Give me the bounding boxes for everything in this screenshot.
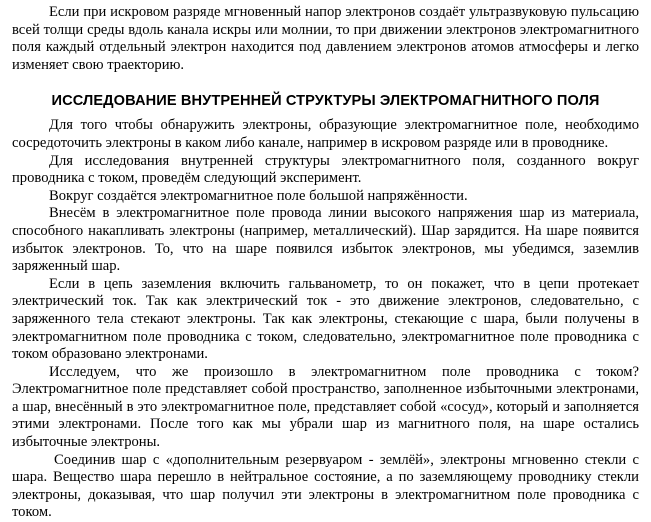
body-paragraph: Исследуем, что же произошло в электромагнитном поле проводника с током? Электромагнитное поле представляет собой пространство, заполненное избыточными электронами, а шар, внесённый в это электромагнитное поле, представляет собой «сосуд», который и заполняется этими электронами. После того как мы убрали шар из магнитного поля, на шаре остались избыточные электроны. [12,363,639,451]
section-title: ИССЛЕДОВАНИЕ ВНУТРЕННЕЙ СТРУКТУРЫ ЭЛЕКТРОМАГНИТНОГО ПОЛЯ [51,93,600,110]
body-paragraph: Внесём в электромагнитное поле провода линии высокого напряжения шар из материала, способного накапливать электроны (например, металлический). Шар зарядится. На шаре появится избыток электронов. То, что на шаре появился избыток электронов, мы убедимся, заземлив заряженный шар. [12,205,639,275]
body-paragraph: Для исследования внутренней структуры электромагнитного поля, созданного вокруг проводника с током, проведём следующий эксперимент. [12,152,639,187]
body-paragraph: Если в цепь заземления включить гальванометр, то он покажет, что в цепи протекает электрический ток. Так как электрический ток - это движение электронов, следовательно, с заряженного тела стекают электроны. Так как электроны, стекающие с шара, были получены в электромагнитном поле проводника с током, следовательно, электромагнитное поле проводника с током образовано электронами. [12,275,639,363]
intro-paragraph: Если при искровом разряде мгновенный напор электронов создаёт ультразвуковую пульсацию всей толщи среды вдоль канала искры или молнии, то при движении электронов электромагнитного поля каждый отдельный электрон находится под давлением электронов атомов атмосферы и легко изменяет свою траекторию. [12,4,639,73]
body-paragraph: Вокруг создаётся электромагнитное поле большой напряжённости. [49,187,468,204]
body-paragraph: Соединив шар с «дополнительным резервуаром - землёй», электроны мгновенно стекли с шара. Вещество шара перешло в нейтральное состояние, а по заземляющему проводнику стекли электроны, доказывая, что шар получил эти электроны в электромагнитном поле проводника с током. [12,451,639,521]
body-paragraph: Для того чтобы обнаружить электроны, образующие электромагнитное поле, необходимо сосредоточить электроны в каком либо канале, например в искровом разряде или в проводнике. [12,117,639,151]
